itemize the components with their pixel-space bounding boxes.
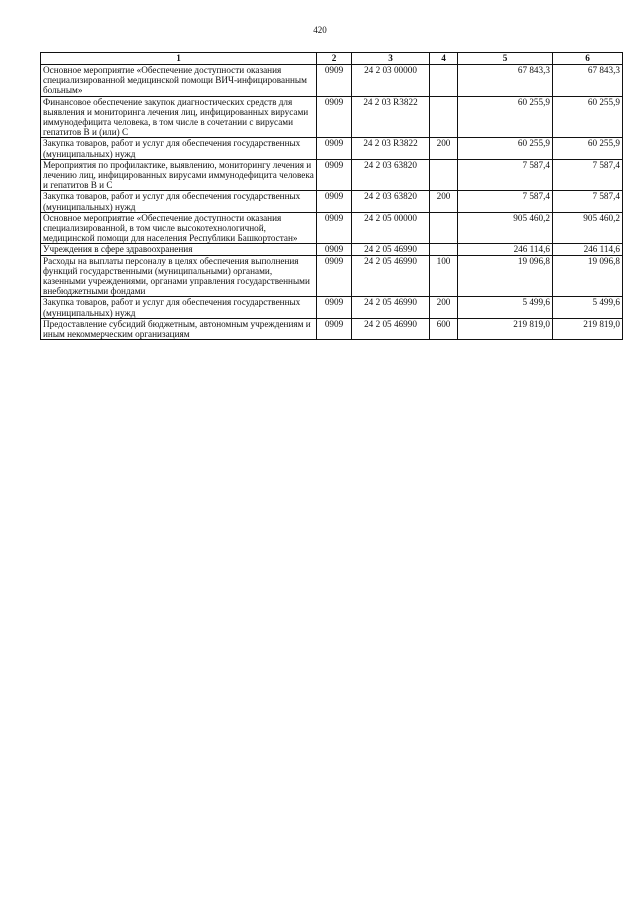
row-sum-1: 5 499,6 <box>458 297 553 318</box>
column-header-5: 5 <box>458 53 553 65</box>
row-kind <box>430 65 458 97</box>
row-sum-2: 7 587,4 <box>553 159 623 191</box>
row-sum-2: 219 819,0 <box>553 318 623 339</box>
column-header-3: 3 <box>352 53 430 65</box>
row-sum-2: 905 460,2 <box>553 212 623 244</box>
row-sum-2: 67 843,3 <box>553 65 623 97</box>
row-name: Основное мероприятие «Обеспечение доступности оказания специализированной медицинской помощи ВИЧ-инфицированным больным» <box>41 65 317 97</box>
row-section: 0909 <box>317 138 352 159</box>
row-kind: 200 <box>430 297 458 318</box>
row-target: 24 2 03 63820 <box>352 159 430 191</box>
row-sum-2: 60 255,9 <box>553 96 623 138</box>
row-kind: 200 <box>430 138 458 159</box>
row-kind: 600 <box>430 318 458 339</box>
row-sum-2: 19 096,8 <box>553 255 623 297</box>
row-sum-1: 19 096,8 <box>458 255 553 297</box>
row-section: 0909 <box>317 318 352 339</box>
row-kind: 200 <box>430 191 458 212</box>
row-sum-1: 67 843,3 <box>458 65 553 97</box>
row-target: 24 2 03 R3822 <box>352 138 430 159</box>
row-sum-1: 7 587,4 <box>458 191 553 212</box>
column-header-2: 2 <box>317 53 352 65</box>
table-row <box>41 255 623 297</box>
row-section: 0909 <box>317 65 352 97</box>
row-section: 0909 <box>317 297 352 318</box>
row-section: 0909 <box>317 255 352 297</box>
page-number: 420 <box>313 25 327 35</box>
row-section: 0909 <box>317 96 352 138</box>
table-row <box>41 138 623 159</box>
row-sum-2: 60 255,9 <box>553 138 623 159</box>
table-row <box>41 65 623 97</box>
row-kind <box>430 212 458 244</box>
row-name: Предоставление субсидий бюджетным, автономным учреждениям и иным некоммерческим организациям <box>41 318 317 339</box>
row-kind: 100 <box>430 255 458 297</box>
table-row <box>41 96 623 138</box>
budget-table <box>40 52 623 340</box>
row-name: Мероприятия по профилактике, выявлению, мониторингу лечения и лечению лиц, инфицированных вирусами иммунодефицита человека и гепатитов В и С <box>41 159 317 191</box>
row-name: Закупка товаров, работ и услуг для обеспечения государственных (муниципальных) нужд <box>41 138 317 159</box>
row-target: 24 2 05 46990 <box>352 297 430 318</box>
row-target: 24 2 05 46990 <box>352 244 430 255</box>
table-row <box>41 244 623 255</box>
row-target: 24 2 05 46990 <box>352 318 430 339</box>
table-row <box>41 159 623 191</box>
table-row <box>41 212 623 244</box>
row-kind <box>430 244 458 255</box>
column-header-1: 1 <box>41 53 317 65</box>
row-target: 24 2 03 00000 <box>352 65 430 97</box>
row-sum-2: 246 114,6 <box>553 244 623 255</box>
row-kind <box>430 159 458 191</box>
table-row <box>41 191 623 212</box>
row-section: 0909 <box>317 212 352 244</box>
column-header-4: 4 <box>430 53 458 65</box>
row-section: 0909 <box>317 191 352 212</box>
row-section: 0909 <box>317 159 352 191</box>
row-sum-1: 219 819,0 <box>458 318 553 339</box>
row-name: Финансовое обеспечение закупок диагностических средств для выявления и мониторинга лечения лиц, инфицированных вирусами иммунодефицита человека, в том числе в сочетании с вирусами гепатитов В и (или) С <box>41 96 317 138</box>
row-sum-1: 60 255,9 <box>458 138 553 159</box>
row-sum-1: 7 587,4 <box>458 159 553 191</box>
row-name: Закупка товаров, работ и услуг для обеспечения государственных (муниципальных) нужд <box>41 297 317 318</box>
row-sum-1: 60 255,9 <box>458 96 553 138</box>
row-name: Расходы на выплаты персоналу в целях обеспечения выполнения функций государственными (муниципальными) органами, казенными учреждениями, органами управления государственными внебюджетными фондами <box>41 255 317 297</box>
row-target: 24 2 05 46990 <box>352 255 430 297</box>
table-row <box>41 297 623 318</box>
row-target: 24 2 03 63820 <box>352 191 430 212</box>
table-header-row <box>41 53 623 65</box>
row-sum-2: 7 587,4 <box>553 191 623 212</box>
row-sum-1: 905 460,2 <box>458 212 553 244</box>
row-sum-2: 5 499,6 <box>553 297 623 318</box>
row-name: Закупка товаров, работ и услуг для обеспечения государственных (муниципальных) нужд <box>41 191 317 212</box>
table-row <box>41 318 623 339</box>
column-header-6: 6 <box>553 53 623 65</box>
row-section: 0909 <box>317 244 352 255</box>
row-name: Учреждения в сфере здравоохранения <box>41 244 317 255</box>
row-sum-1: 246 114,6 <box>458 244 553 255</box>
row-name: Основное мероприятие «Обеспечение доступности оказания специализированной, в том числе высокотехнологичной, медицинской помощи для населения Республики Башкортостан» <box>41 212 317 244</box>
row-target: 24 2 03 R3822 <box>352 96 430 138</box>
row-target: 24 2 05 00000 <box>352 212 430 244</box>
row-kind <box>430 96 458 138</box>
